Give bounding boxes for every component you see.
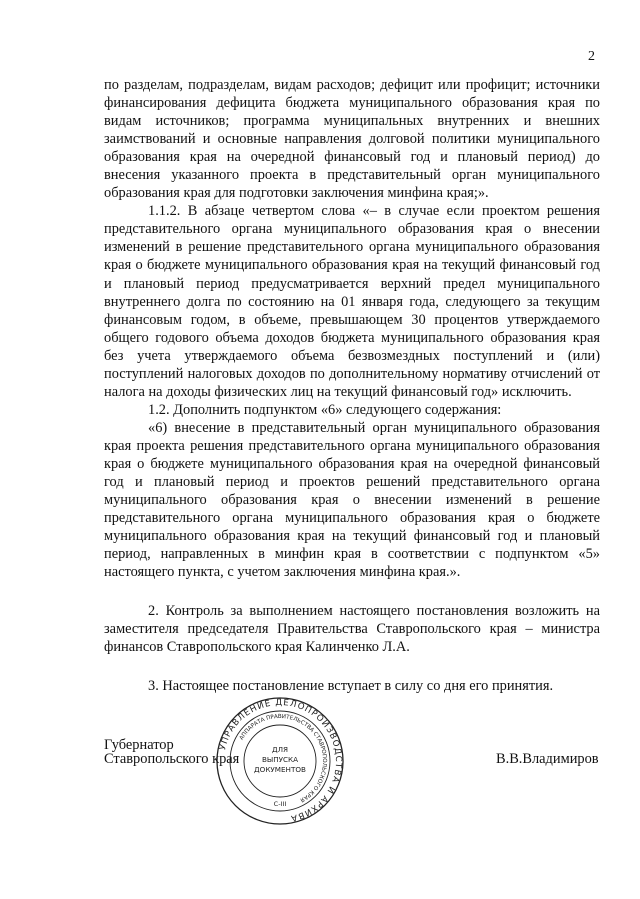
signatory-title-line1: Губернатор [104, 737, 174, 753]
stamp-code: С-III [273, 800, 287, 808]
stamp-center-line2: ВЫПУСКА [261, 755, 299, 764]
paragraph-subpoint-6: «6) внесение в представительный орган муниципального образования края проекта решения представительного органа муниципального образования края о бюджете муниципального образования края на очередной финансовый год и плановый период и проектов решений представительного органа муниципального образования края о внесении изменений в решение представительного органа муниципального образования края о бюджете муниципального образования края на текущий финансовый год и плановый период, направленных в минфин края в соответствии с подпунктом «5» настоящего пункта, с учетом заключения минфина края.». [104, 419, 600, 581]
signatory-name: В.В.Владимиров [496, 751, 599, 767]
paragraph-3: 3. Настоящее постановление вступает в силу со дня его принятия. [148, 678, 554, 695]
official-stamp [215, 696, 345, 826]
signatory-title-line2: Ставропольского края [104, 751, 240, 767]
paragraph-1-1-2: 1.1.2. В абзаце четвертом слова «– в случае если проектом решения представительного органа муниципального образования края о внесении изменений в решение представительного органа муниципального образования края о бюджете муниципального образования края на текущий финансовый год и плановый период предусматривается верхний предел муниципального внутреннего долга по состоянию на 01 января года, следующего за текущим финансовым годом, в объеме, превышающем 30 процентов утверждаемого общего годового объема доходов бюджета муниципального образования края без учета утверждаемого объема безвозмездных поступлений и (или) поступлений налоговых доходов по дополнительному нормативу отчислений от налога на доходы физических лиц на текущий финансовый год» исключить. [104, 203, 600, 400]
stamp-outer-text: УПРАВЛЕНИЕ ДЕЛОПРОИЗВОДСТВА И АРХИВА [218, 697, 344, 824]
stamp-inner-text: АППАРАТА ПРАВИТЕЛЬСТВА СТАВРОПОЛЬСКОГО КРАЯ [238, 713, 328, 803]
paragraph-2: 2. Контроль за выполнением настоящего постановления возложить на заместителя председателя Правительства Ставропольского края – министра финансов Ставропольского края Калинченко Л.А. [104, 603, 600, 656]
paragraph-continuation: по разделам, подразделам, видам расходов; дефицит или профицит; источники финансирования дефицита бюджета муниципального образования края по видам источников; программа муниципальных внутренних и внешних заимствований и основные направления долговой политики муниципального образования края на очередной финансовый год и плановый период) до внесения указанного проекта в представительный орган муниципального образования края для подготовки заключения минфина края;». [104, 77, 600, 202]
paragraph-1-2: 1.2. Дополнить подпунктом «6» следующего содержания: [148, 401, 502, 418]
stamp-center-line3: ДОКУМЕНТОВ [254, 765, 306, 774]
stamp-center-line1: ДЛЯ [271, 745, 289, 754]
page-number: 2 [588, 49, 595, 64]
document-body [104, 76, 600, 696]
